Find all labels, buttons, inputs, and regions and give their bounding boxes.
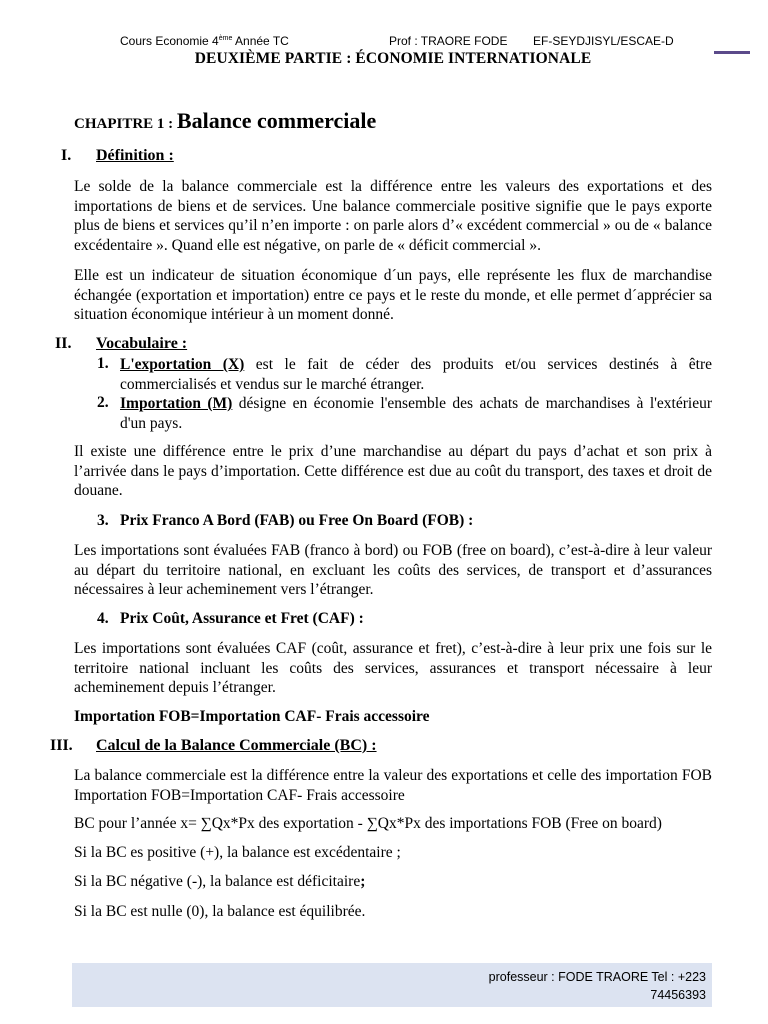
price-difference-note: Il existe une différence entre le prix d’une marchandise au départ du pays d’achat et son prix à l’arrivée dans le pays d’importation. Cette différence est due au coût du transport, des taxes et droit de douane. — [74, 443, 712, 499]
bc-formula: BC pour l’année x= ∑Qx*Px des exportation - ∑Qx*Px des importations FOB (Free on board) — [74, 815, 662, 832]
fob-formula: Importation FOB=Importation CAF- Frais accessoire — [74, 708, 430, 725]
chapter-title: Balance commerciale — [176, 108, 377, 133]
vocab-item-1 — [120, 355, 712, 394]
section-1-numeral: I. — [61, 147, 72, 164]
course-superscript: ème — [218, 35, 233, 42]
bc-negative-semicolon: ; — [360, 873, 366, 890]
bc-zero-rule: Si la BC est nulle (0), la balance est équilibrée. — [74, 903, 366, 920]
chapter-heading — [74, 108, 376, 134]
caf-paragraph: Les importations sont évaluées CAF (coût, assurance et fret), c’est-à-dire à leur prix une fois sur le territoire national incluant les coûts des services, assurances et transport nécessaire à leur acheminement depuis l’étranger. — [74, 640, 712, 696]
vocab-item-1-number: 1. — [97, 355, 109, 372]
vocab-item-2-term: Importation (M) — [120, 395, 233, 412]
vocab-item-2-text: désigne en économie l'ensemble des achats de marchandises à l'extérieur d'un pays. — [120, 395, 712, 432]
section-2-numeral: II. — [55, 335, 72, 352]
professor-label: Prof : TRAORE FODE — [389, 34, 508, 48]
vocab-item-1-term: L'exportation (X) — [120, 356, 245, 373]
footer-box — [72, 963, 712, 1007]
course-suffix: Année TC — [232, 34, 289, 48]
section-3-numeral: III. — [50, 737, 73, 754]
vocab-item-3-number: 3. — [97, 512, 109, 529]
section-1-title: Définition : — [96, 147, 174, 164]
fob-paragraph: Les importations sont évaluées FAB (franco à bord) ou FOB (free on board), c’est-à-dire à leur valeur au départ du territoire national, en excluant les coûts des services, de transport et d’assurances nécessaires à leur acheminement vers l’étranger. — [74, 542, 712, 598]
vocab-item-2 — [120, 394, 712, 433]
bc-negative-rule — [74, 873, 365, 891]
vocab-item-4-title: Prix Coût, Assurance et Fret (CAF) : — [120, 610, 364, 627]
vocab-item-3-title: Prix Franco A Bord (FAB) ou Free On Board (FOB) : — [120, 512, 474, 529]
footer-contact: professeur : FODE TRAORE Tel : +223 74456393 — [488, 970, 706, 1002]
institution-label: EF-SEYDJISYL/ESCAE-D — [533, 34, 674, 48]
vocab-item-2-number: 2. — [97, 394, 109, 411]
definition-paragraph-2: Elle est un indicateur de situation économique d´un pays, elle représente les flux de marchandise échangée (exportation et importation) entre ce pays et le reste du monde, et elle permet d´apprécier sa situation économique intérieur à un moment donné. — [74, 267, 712, 323]
bc-positive-rule: Si la BC es positive (+), la balance est excédentaire ; — [74, 844, 401, 861]
part-title: DEUXIÈME PARTIE : ÉCONOMIE INTERNATIONALE — [194, 50, 592, 67]
chapter-label: CHAPITRE 1 : — [74, 116, 177, 132]
calcul-paragraph: La balance commerciale est la différence entre la valeur des exportations et celle des importation FOB Importation FOB=Importation CAF- Frais accessoire — [74, 767, 712, 804]
bc-negative-text: Si la BC négative (-), la balance est déficitaire — [74, 873, 361, 890]
definition-paragraph-1: Le solde de la balance commerciale est la différence entre les valeurs des exportations et des importations de biens et de services. Une balance commerciale positive signifie que le pays exporte plus de biens et services qu’il n’en importe : on parle alors d’« excédent commercial » ou de « balance excédentaire ». Quand elle est négative, on parle de « déficit commercial ». — [74, 178, 712, 254]
course-title — [120, 34, 289, 48]
vocab-item-1-text: est le fait de céder des produits et/ou services destinés à être commercialisés et vendus sur le marché étranger. — [120, 356, 712, 393]
course-prefix: Cours Economie 4 — [120, 34, 219, 48]
vocab-item-4-number: 4. — [97, 610, 109, 627]
section-3-title: Calcul de la Balance Commerciale (BC) : — [96, 737, 377, 754]
section-2-title: Vocabulaire : — [96, 335, 188, 352]
